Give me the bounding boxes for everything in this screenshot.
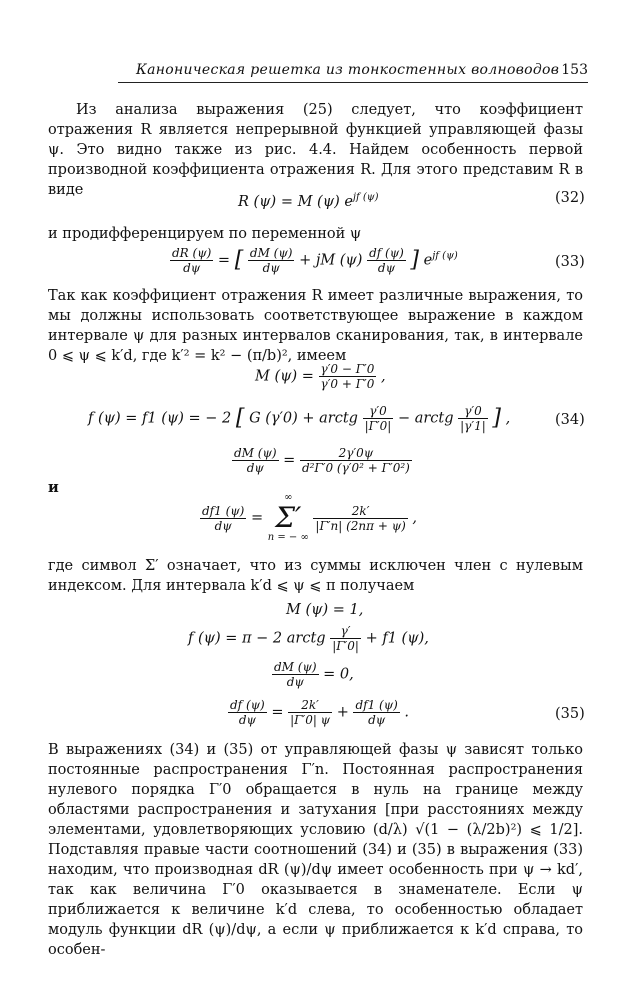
equation-34-dm: $\frac{dM (\psi)}{d\psi}$ = $\frac{2\gamma'0\psi}{\text{d²Γ′0 (γ′0² + Γ′0²)}}$: [234, 446, 410, 475]
paragraph-5: где символ Σ′ означает, что из суммы исключен член с нулевым индексом. Для интервала k′d ⩽ ψ ⩽ π получаем: [48, 558, 583, 594]
equation-35-dm: $\frac{dM (\psi)}{d\psi}$ = 0,: [274, 660, 354, 689]
equation-35-df: $\frac{df (\psi)}{d\psi}$ = $\frac{2k'}{|\Gamma'0| \psi}$ + $\frac{df1 (\psi)}{d\psi}$ .: [230, 698, 410, 727]
paragraph-4: и: [48, 479, 59, 496]
equation-32: R (ψ) = M (ψ) $e^{jf (\psi)}$: [238, 192, 379, 210]
equation-number-34: (34): [555, 412, 585, 428]
equation-number-33: (33): [555, 254, 585, 270]
equation-33: $\frac{dR (\psi)}{d\psi}$ = [ $\frac{dM (\psi)}{d\psi}$ + jM (ψ) $\frac{df (\psi)}{d\psi}$ ] $e^{jf (\psi)}$: [172, 246, 458, 275]
paragraph-6: В выражениях (34) и (35) от управляющей фазы ψ зависят только постоянные распространения Γ′n. Постоянная распространения нулевого порядка Γ′0 обращается в нуль на границе между областями распространения и затухания [при расстояниях между элементами, удовлетворяющих условию (d/λ) √(1 − (λ/2b)²) ⩽ 1/2]. Подставляя правые части соотношений (34) и (35) в выражения (33) находим, что производная dR (ψ)/dψ имеет особенность при ψ → kd′, так как величина Γ′0 оказывается в знаменателе. Если ψ приближается к величине k′d слева, то особенностью обладает модуль функции dR (ψ)/dψ, а если ψ приближается к k′d справа, то особен-: [48, 742, 583, 958]
equation-34-f: f (ψ) = f1 (ψ) = − 2 [ G (γ′0) + arctg $\frac{\gamma'0}{|\Gamma'0|}$ − arctg $\frac{\gamma'0}{|\gamma'1|}$ ] ,: [88, 404, 511, 433]
paragraph-1: Из анализа выражения (25) следует, что коэффициент отражения R является непрерывной функцией управляющей фазы ψ. Это видно также из рис. 4.4. Найдем особенность первой производной коэффициента отражения R. Для этого представим R в виде: [48, 102, 583, 198]
page-number: 153: [561, 62, 588, 78]
running-title: Каноническая решетка из тонкостенных волноводов: [136, 62, 560, 78]
equation-number-32: (32): [555, 190, 585, 206]
paragraph-2: и продифференцируем по переменной ψ: [48, 226, 362, 242]
page-header: [118, 58, 588, 83]
equation-number-35: (35): [555, 706, 585, 722]
equation-34-m: M (ψ) = $\frac{\gamma'0 - \Gamma'0}{\gamma'0 + \Gamma'0}$ ,: [255, 362, 386, 391]
equation-34-df1: $\frac{df1 (\psi)}{d\psi}$ = ∞ Σ′ n = − ∞ $\frac{2k'}{|\Gamma'n| (2n\pi + \psi)}$ ,: [202, 492, 418, 543]
equation-35-m: M (ψ) = 1,: [286, 602, 364, 618]
equation-35-f: f (ψ) = π − 2 arctg $\frac{\gamma'}{|\Gamma'0|}$ + f1 (ψ),: [188, 624, 429, 653]
paragraph-3: Так как коэффициент отражения R имеет различные выражения, то мы должны использовать соответствующее выражение в каждом интервале ψ для разных интервалов сканирования, так, в интервале 0 ⩽ ψ ⩽ k′d, где k′² = k² − (π/b)², имеем: [48, 288, 583, 364]
